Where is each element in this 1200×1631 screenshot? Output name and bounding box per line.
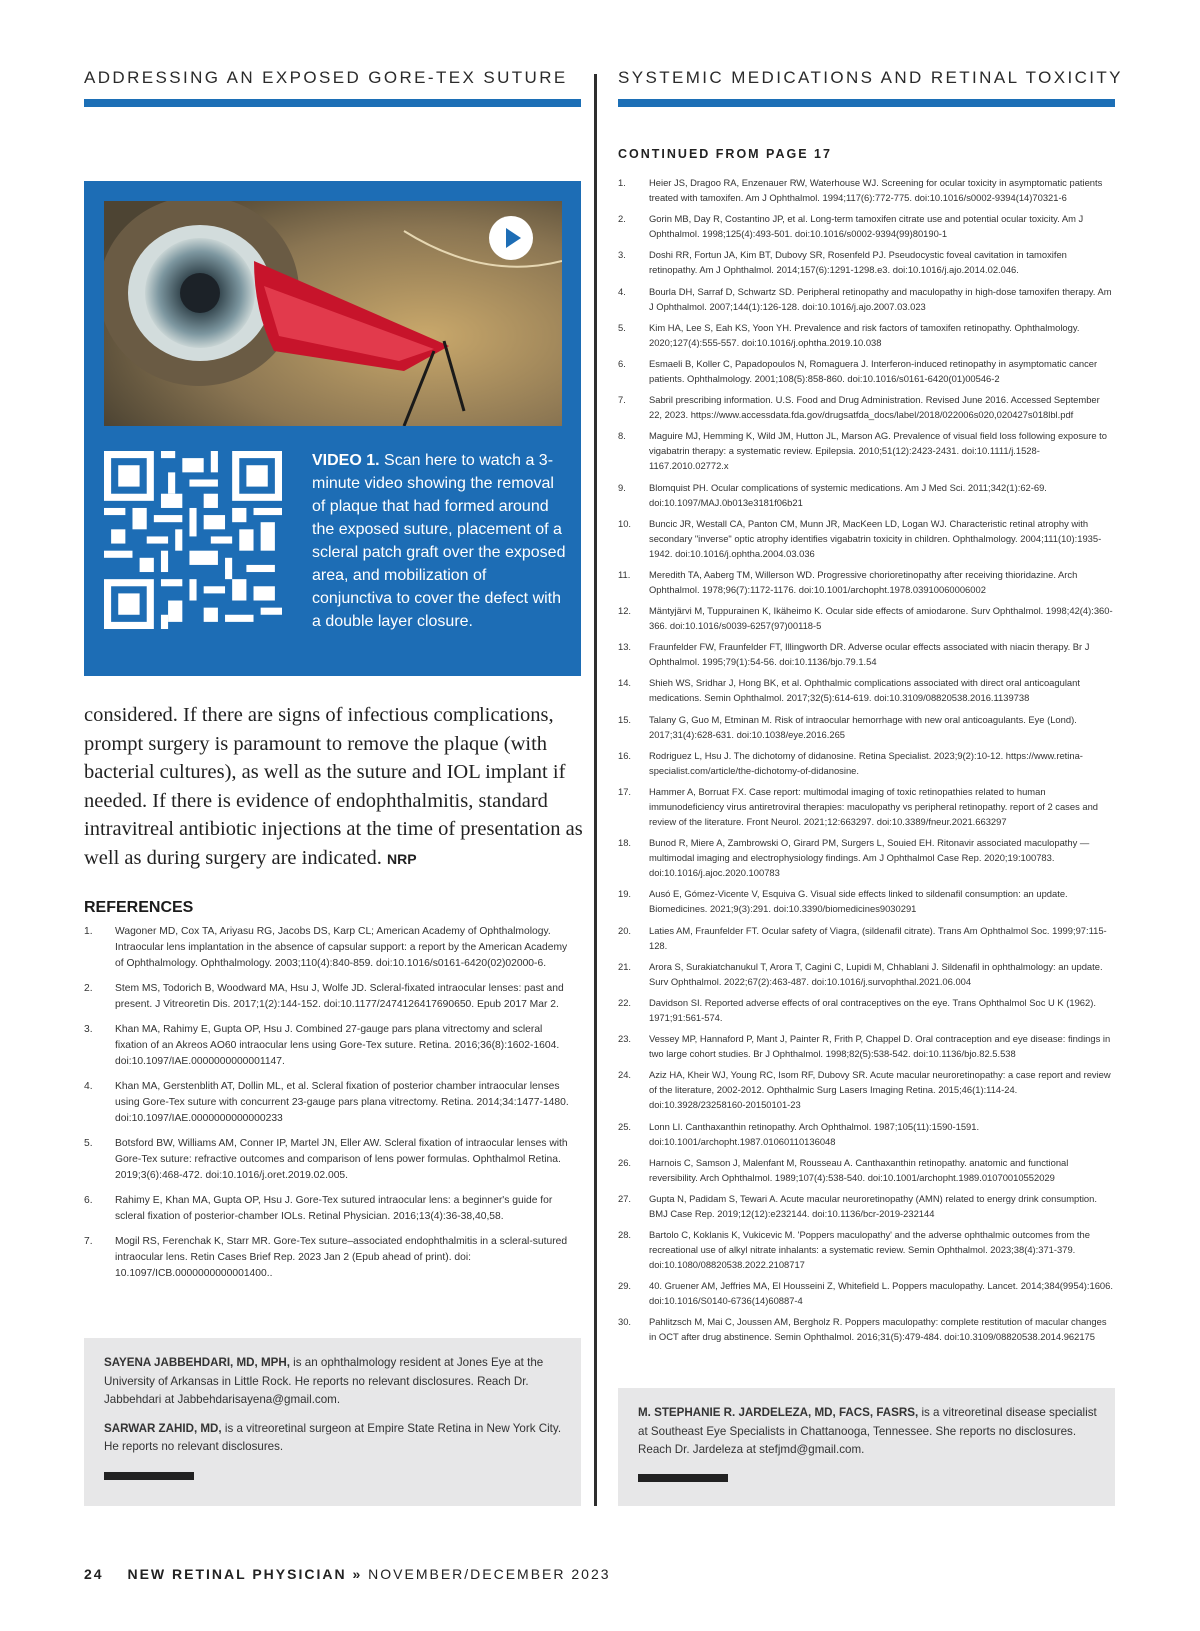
left-references-list — [84, 924, 576, 1291]
reference-text: Bourla DH, Sarraf D, Schwartz SD. Peripheral retinopathy and maculopathy in high-dose tamoxifen therapy. Am J Ophthalmol. 2007;144(1):126-128. doi:10.1016/j.ajo.2007.03.023 — [649, 285, 1112, 312]
left-author-bio-box — [84, 1338, 581, 1506]
reference-text: Bartolo C, Koklanis K, Vukicevic M. 'Poppers maculopathy' and the adverse ophthalmic outcomes from the recreational use of alkyl nitrate inhalants: a systematic review. Semin Ophthalmol. 2023;38(4):371-379. doi:10.1080/08820538.2022.2108717 — [649, 1229, 1090, 1271]
reference-text: Vessey MP, Hannaford P, Mant J, Painter R, Frith P, Chappel D. Oral contraception and eye disease: findings in two large cohort studies. Br J Ophthalmol. 1998;82(5):538-542. doi:10.1136/bjo.82.5.538 — [649, 1033, 1111, 1060]
publication-name: NEW RETINAL PHYSICIAN — [127, 1566, 347, 1582]
right-author-bio-box — [618, 1388, 1115, 1506]
reference-number: 30. — [618, 1316, 632, 1328]
reference-item — [618, 1314, 1115, 1344]
reference-number: 21. — [618, 960, 632, 972]
reference-item — [618, 320, 1115, 350]
reference-item — [618, 428, 1115, 473]
reference-text: Khan MA, Rahimy E, Gupta OP, Hsu J. Combined 27-gauge pars plana vitrectomy and scleral fixation of an Akreos AO60 intraocular lens using Gore-Tex suture. Retina. 2016;36(8):1602-1604. doi:10.1097/IAE.0000000000001147. — [115, 1024, 560, 1067]
reference-text: Khan MA, Gerstenblith AT, Dollin ML, et al. Scleral fixation of posterior chamber intraocular lenses using Gore-Tex suture with concurrent 23-gauge pars plana vitrectomy. Retina. 2014;34:1477-1480. doi:10.1097/IAE.0000000000000233 — [115, 1081, 569, 1124]
reference-text: Esmaeli B, Koller C, Papadopoulos N, Romaguera J. Interferon-induced retinopathy in asymptomatic cancer patients. Ophthalmology. 2001;108(5):858-860. doi:10.1016/s0161-6420(01)00546-2 — [649, 357, 1098, 384]
video-box — [84, 181, 581, 676]
references-title: REFERENCES — [84, 899, 194, 916]
reference-text: Davidson SI. Reported adverse effects of oral contraceptives on the eye. Trans Ophthalmol Soc U K (1962). 1971;91:561-574. — [649, 996, 1096, 1023]
reference-item — [618, 923, 1115, 953]
reference-number: 3. — [84, 1024, 93, 1035]
reference-number: 1. — [84, 926, 93, 937]
body-paragraph — [84, 701, 584, 873]
reference-number: 13. — [618, 641, 632, 653]
reference-number: 2. — [618, 213, 626, 225]
reference-text: Rodriguez L, Hsu J. The dichotomy of didanosine. Retina Specialist. 2023;9(2):10-12. https://www.retina-specialist.com/article/the-dichotomy-of-didanosine. — [649, 749, 1083, 776]
author-bio — [638, 1404, 1098, 1460]
end-mark: NRP — [387, 850, 417, 867]
reference-text: Laties AM, Fraunfelder FT. Ocular safety of Viagra, (sildenafil citrate). Trans Am Ophthalmol Soc. 1999;97:115-128. — [649, 924, 1107, 951]
video-caption — [312, 449, 570, 633]
reference-number: 8. — [618, 430, 626, 442]
issue-date: NOVEMBER/DECEMBER 2023 — [368, 1566, 611, 1582]
reference-text: Wagoner MD, Cox TA, Ariyasu RG, Jacobs DS, Karp CL; American Academy of Ophthalmology. Intraocular lens implantation in the absence of capsular support: a report by the American Academy of Ophthalmology. Ophthalmology. 2003;110(4):840-859. doi:10.1016/s0161-6420(02)02000-6. — [115, 926, 568, 969]
reference-item — [618, 247, 1115, 277]
reference-item — [618, 356, 1115, 386]
reference-number: 11. — [618, 568, 631, 580]
reference-item — [618, 835, 1115, 880]
reference-item — [618, 392, 1115, 422]
play-icon[interactable] — [488, 215, 534, 261]
reference-item — [84, 1193, 576, 1225]
reference-text: Blomquist PH. Ocular complications of systemic medications. Am J Med Sci. 2011;342(1):62-69. doi:10.1097/MAJ.0b013e3181f06b21 — [649, 481, 1047, 508]
reference-number: 14. — [618, 677, 632, 689]
reference-item — [618, 712, 1115, 742]
reference-number: 10. — [618, 517, 632, 529]
reference-item — [84, 924, 576, 972]
reference-item — [618, 995, 1115, 1025]
reference-text: 40. Gruener AM, Jeffries MA, El Housseini Z, Whitefield L. Poppers maculopathy. Lancet. 2014;384(9954):1606. doi:10.1016/S0140-6736(14)60887-4 — [649, 1280, 1113, 1307]
reference-text: Hammer A, Borruat FX. Case report: multimodal imaging of toxic retinopathies related to human immunodeficiency virus antiretroviral therapies: maculopathy vs peripheral retinopathy. report of 2 cases and review of the literature. Front Neurol. 2021;12:663297. doi:10.3389/fneur.2021.663297 — [649, 786, 1099, 827]
reference-item — [618, 211, 1115, 241]
bio-bar — [638, 1474, 728, 1482]
author-bio — [104, 1420, 564, 1457]
reference-number: 15. — [618, 713, 632, 725]
reference-number: 26. — [618, 1156, 632, 1168]
reference-number: 16. — [618, 749, 632, 761]
reference-item — [618, 1119, 1115, 1149]
page-number: 24 — [84, 1566, 104, 1582]
reference-item — [618, 959, 1115, 989]
reference-item — [618, 567, 1115, 597]
video-thumbnail[interactable] — [104, 201, 562, 426]
reference-number: 24. — [618, 1069, 632, 1081]
reference-text: Fraunfelder FW, Fraunfelder FT, Illingworth DR. Adverse ocular effects associated with niacin therapy. Br J Ophthalmol. 1995;79(1):54-56. doi:10.1136/bjo.79.1.54 — [649, 641, 1090, 668]
reference-number: 12. — [618, 605, 632, 617]
reference-number: 4. — [618, 285, 626, 297]
body-paragraph-text: considered. If there are signs of infectious complications, prompt surgery is paramount to remove the plaque (with bacterial cultures), as well as the suture and IOL implant if needed. If there is evidence of endophthalmitis, standard intravitreal antibiotic injections at the time of presentation as well as during surgery are indicated. — [84, 704, 583, 869]
author-bio-text: is an ophthalmology resident at Jones Eye at the University of Arkansas in Little Rock. He reports no relevant disclosures. Reach Dr. Jabbehdari at Jabbehdarisayena@gmail.com. — [104, 1356, 544, 1406]
reference-item — [618, 175, 1115, 205]
video-label: VIDEO 1. — [312, 452, 380, 469]
reference-item — [84, 981, 576, 1013]
reference-number: 17. — [618, 786, 632, 797]
author-name: M. STEPHANIE R. JARDELEZA, MD, FACS, FASRS, — [638, 1406, 919, 1419]
reference-item — [618, 1191, 1115, 1221]
author-bio — [104, 1354, 564, 1410]
reference-item — [618, 284, 1115, 314]
reference-number: 2. — [84, 983, 93, 994]
reference-text: Arora S, Surakiatchanukul T, Arora T, Cagini C, Lupidi M, Chhablani J. Sildenafil in ophthalmology: an update. Surv Ophthalmol. 2022;67(2):463-487. doi:10.1016/j.survophthal.2021.06.004 — [649, 960, 1103, 987]
reference-number: 23. — [618, 1033, 632, 1045]
reference-number: 6. — [84, 1195, 93, 1206]
bio-bar — [104, 1472, 194, 1480]
right-column-header: SYSTEMIC MEDICATIONS AND RETINAL TOXICITY — [618, 68, 1123, 87]
page-footer — [84, 1566, 611, 1582]
reference-text: Shieh WS, Sridhar J, Hong BK, et al. Ophthalmic complications associated with direct oral anticoagulant medications. Semin Ophthalmol. 2017;32(5):614-619. doi:10.3109/08820538.2016.1139738 — [649, 677, 1080, 704]
reference-text: Mäntyjärvi M, Tuppurainen K, Ikäheimo K. Ocular side effects of amiodarone. Surv Ophthalmol. 1998;42(4):360-366. doi:10.1016/s0039-6257(97)00118-5 — [649, 605, 1113, 632]
reference-text: Ausó E, Gómez-Vicente V, Esquiva G. Visual side effects linked to sildenafil consumption: an update. Biomedicines. 2021;9(3):291. doi:10.3390/biomedicines9030291 — [649, 888, 1068, 915]
reference-text: Pahlitzsch M, Mai C, Joussen AM, Bergholz R. Poppers maculopathy: complete restitution of macular changes in OCT after drug abstinence. Semin Ophthalmol. 2016;31(5):479-484. doi:10.3109/08820538.2014.962175 — [649, 1316, 1107, 1343]
reference-text: Buncic JR, Westall CA, Panton CM, Munn JR, MacKeen LD, Logan WJ. Characteristic retinal atrophy with secondary "inverse" optic atrophy identifies vigabatrin toxicity in children. Ophthalmology. 2004;111(10):1935-1942. doi:10.1016/j.ophtha.2004.03.036 — [649, 517, 1102, 559]
reference-text: Stem MS, Todorich B, Woodward MA, Hsu J, Wolfe JD. Scleral-fixated intraocular lenses: past and present. J Vitreoretin Dis. 2017;1(2):144-152. doi:10.1177/2474126417690650. Epub 2017 Mar 2. — [115, 983, 564, 1010]
reference-text: Doshi RR, Fortun JA, Kim BT, Dubovy SR, Rosenfeld PJ. Pseudocystic foveal cavitation in tamoxifen retinopathy. Am J Ophthalmol. 2014;157(6):1291-1298.e3. doi:10.1016/j.ajo.2014.02.046. — [649, 249, 1067, 276]
reference-item — [618, 784, 1115, 829]
footer-separator: » — [352, 1566, 363, 1582]
reference-number: 29. — [618, 1280, 632, 1292]
reference-item — [618, 603, 1115, 633]
reference-item — [618, 516, 1115, 561]
reference-text: Lonn LI. Canthaxanthin retinopathy. Arch Ophthalmol. 1987;105(11):1590-1591. doi:10.1001/archopht.1987.01060110136048 — [649, 1120, 980, 1147]
reference-number: 19. — [618, 888, 632, 900]
reference-text: Bunod R, Miere A, Zambrowski O, Girard PM, Surgers L, Souied EH. Ritonavir associated maculopathy — multimodal imaging and electrophysiology findings. Am J Ophthalmol Case Rep. 2020;19:100783. doi:10.1016/j.ajoc.2020.100783 — [649, 837, 1090, 879]
reference-text: Gorin MB, Day R, Costantino JP, et al. Long-term tamoxifen citrate use and potential ocular toxicity. Am J Ophthalmol. 1998;125(4):493-501. doi:10.1016/s0002-9394(99)80190-1 — [649, 213, 1084, 240]
right-references-list — [618, 175, 1115, 1351]
reference-number: 25. — [618, 1120, 632, 1132]
reference-text: Aziz HA, Kheir WJ, Young RC, Isom RF, Dubovy SR. Acute macular neuroretinopathy: a case report and review of the literature, 2002-2012. Ophthalmic Surg Lasers Imaging Retina. 2015;46(1):114-24. doi:10.3928/23258160-20150101-23 — [649, 1069, 1111, 1111]
reference-number: 3. — [618, 249, 626, 261]
reference-text: Gupta N, Padidam S, Tewari A. Acute macular neuroretinopathy (AMN) related to energy drink consumption. BMJ Case Rep. 2019;12(12):e232144. doi:10.1136/bcr-2019-232144 — [649, 1192, 1097, 1219]
reference-item — [618, 1155, 1115, 1185]
reference-item — [618, 1227, 1115, 1272]
reference-item — [618, 748, 1115, 778]
reference-text: Rahimy E, Khan MA, Gupta OP, Hsu J. Gore-Tex sutured intraocular lens: a beginner's guide for scleral fixation of posterior-chamber IOLs. Retinal Physician. 2016;13(4):36-38,40,58. — [115, 1195, 553, 1222]
reference-text: Sabril prescribing information. U.S. Food and Drug Administration. Revised June 2016. Accessed September 22, 2023. https://www.accessdata.fda.gov/drugsatfda_docs/label/2018/022006s020,020427s018lbl.pdf — [649, 394, 1100, 421]
reference-number: 1. — [618, 177, 626, 188]
author-name: SAYENA JABBEHDARI, MD, MPH, — [104, 1356, 290, 1369]
reference-item — [84, 1022, 576, 1070]
author-bio-text: is a vitreoretinal disease specialist at Southeast Eye Specialists in Chattanooga, Tennessee. She reports no disclosures. Reach Dr. Jardeleza at stefjmd@gmail.com. — [638, 1406, 1097, 1456]
reference-number: 20. — [618, 924, 632, 936]
reference-number: 5. — [618, 321, 626, 333]
reference-text: Heier JS, Dragoo RA, Enzenauer RW, Waterhouse WJ. Screening for ocular toxicity in asymptomatic patients treated with tamoxifen. Am J Ophthalmol. 1994;117(6):772-775. doi:10.1016/s0002-9394(14)70321-6 — [649, 177, 1103, 203]
reference-item — [618, 1067, 1115, 1112]
left-column-header: ADDRESSING AN EXPOSED GORE-TEX SUTURE — [84, 68, 568, 87]
reference-item — [84, 1234, 576, 1282]
reference-text: Botsford BW, Williams AM, Conner IP, Martel JN, Eller AW. Scleral fixation of intraocular lenses with Gore-Tex suture: refractive outcomes and comparison of lens power formulas. Ophthalmol Retina. 2019;3(6):468-472. doi:10.1016/j.oret.2019.02.005. — [115, 1138, 568, 1181]
reference-text: Talany G, Guo M, Etminan M. Risk of intraocular hemorrhage with new oral anticoagulants. Eye (Lond). 2017;31(4):628-631. doi:10.1038/eye.2016.265 — [649, 713, 1077, 740]
author-bio-text: is a vitreoretinal surgeon at Empire State Retina in New York City. He reports no relevant disclosures. — [104, 1421, 562, 1453]
reference-number: 22. — [618, 996, 632, 1008]
video-caption-text: Scan here to watch a 3-minute video showing the removal of plaque that had formed around the exposed suture, placement of a scleral patch graft over the exposed area, and mobilization of conjunctiva to cover the defect with a double layer closure. — [312, 452, 566, 630]
reference-text: Mogil RS, Ferenchak K, Starr MR. Gore-Tex suture–associated endophthalmitis in a scleral-sutured intraocular lens. Retin Cases Brief Rep. 2023 Jan 2 (Epub ahead of print). doi: 10.1097/ICB.0000000000001400.. — [115, 1236, 568, 1279]
column-divider — [594, 74, 597, 1506]
continued-label: CONTINUED FROM PAGE 17 — [618, 147, 832, 161]
reference-item — [618, 639, 1115, 669]
reference-text: Harnois C, Samson J, Malenfant M, Rousseau A. Canthaxanthin retinopathy. anatomic and functional reversibility. Arch Ophthalmol. 1989;107(4):538-540. doi:10.1001/archopht.1989.01070010552029 — [649, 1156, 1069, 1183]
reference-item — [84, 1136, 576, 1184]
reference-number: 7. — [84, 1236, 93, 1247]
reference-number: 18. — [618, 837, 632, 849]
reference-item — [618, 675, 1115, 705]
reference-text: Kim HA, Lee S, Eah KS, Yoon YH. Prevalence and risk factors of tamoxifen retinopathy. Ophthalmology. 2020;127(4):555-557. doi:10.1016/j.ophtha.2019.10.038 — [649, 321, 1080, 348]
reference-number: 4. — [84, 1081, 93, 1092]
reference-text: Maguire MJ, Hemming K, Wild JM, Hutton JL, Marson AG. Prevalence of visual field loss following exposure to vigabatrin therapy: a systematic review. Epilepsia. 2010;51(12):2423-2431. doi:10.1111/j.1528-1167.2010.02772.x — [649, 430, 1107, 472]
reference-number: 9. — [618, 481, 626, 493]
reference-number: 6. — [618, 357, 626, 369]
reference-item — [618, 886, 1115, 916]
reference-item — [618, 1278, 1115, 1308]
author-name: SARWAR ZAHID, MD, — [104, 1421, 222, 1435]
reference-text: Meredith TA, Aaberg TM, Willerson WD. Progressive chorioretinopathy after receiving thioridazine. Arch Ophthalmol. 1978;96(7):1172-1176. doi:10.1001/archopht.1978.03910060006002 — [649, 568, 1078, 595]
reference-number: 27. — [618, 1192, 632, 1204]
reference-item — [618, 1031, 1115, 1061]
qr-code[interactable] — [104, 451, 282, 629]
right-header-rule — [618, 99, 1115, 107]
reference-number: 7. — [618, 394, 626, 406]
reference-item — [618, 480, 1115, 510]
left-header-rule — [84, 99, 581, 107]
reference-number: 28. — [618, 1229, 632, 1241]
reference-number: 5. — [84, 1138, 93, 1149]
reference-item — [84, 1079, 576, 1127]
